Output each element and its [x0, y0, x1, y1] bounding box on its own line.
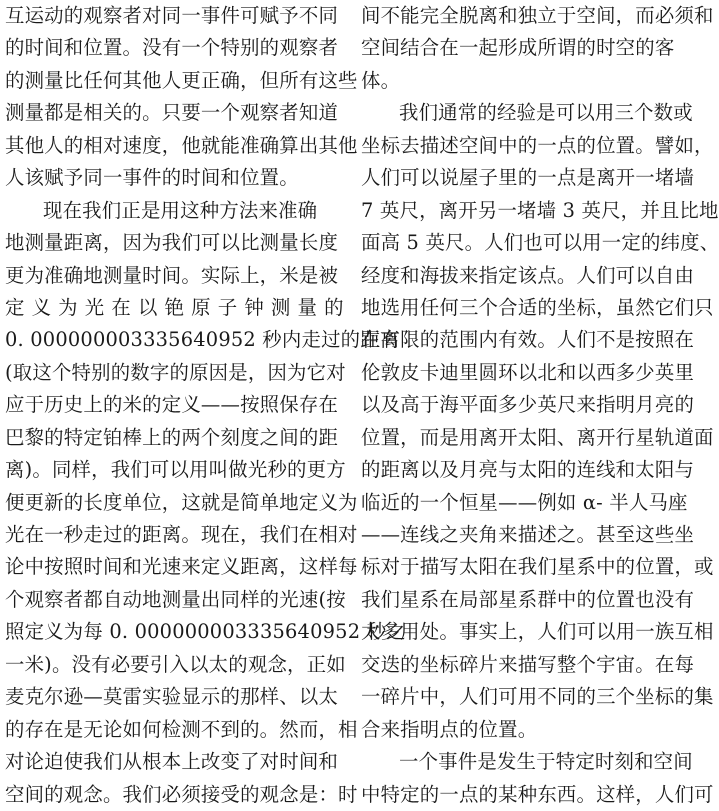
text-line: 对论迫使我们从根本上改变了对时间和	[5, 750, 339, 774]
paragraph-first-line: 一个事件是发生于特定时刻和空间	[399, 750, 693, 774]
text-line: 合来指明点的位置。	[361, 717, 538, 741]
text-line: 0. 000000003335640952 秒内走过的距离	[5, 328, 400, 352]
text-line: 论中按照时间和光速来定义距离，这样每	[5, 555, 358, 579]
right-text-column	[361, 0, 719, 811]
text-line: 更为准确地测量时间。实际上，米是被	[5, 263, 339, 287]
text-line: 临近的一个恒星——例如 α- 半人马座	[361, 490, 688, 514]
text-line: 互运动的观察者对同一事件可赋予不同	[5, 4, 339, 27]
text-line: 个观察者都自动地测量出同样的光速(按	[5, 587, 346, 611]
text-line: 的时间和位置。没有一个特别的观察者	[5, 36, 339, 60]
text-line: 7 英尺，离开另一堵墙 3 英尺，并且比地	[361, 198, 719, 222]
text-line: 伦敦皮卡迪里圆环以北和以西多少英里	[361, 360, 695, 384]
text-line: 便更新的长度单位，这就是简单地定义为	[5, 490, 358, 514]
text-line: 空间的观念。我们必须接受的观念是：时	[5, 782, 358, 806]
text-line: 经度和海拔来指定该点。人们可以自由	[361, 263, 695, 287]
text-line: 巴黎的特定铂棒上的两个刻度之间的距	[5, 425, 339, 449]
text-line: 面高 5 英尺。人们也可以用一定的纬度、	[361, 231, 719, 255]
text-line: 地测量距离，因为我们可以比测量长度	[5, 231, 339, 255]
text-line: 空间结合在一起形成所谓的时空的客	[361, 36, 675, 60]
text-line: 坐标去描述空间中的一点的位置。譬如，	[361, 133, 714, 157]
text-line: 测量都是相关的。只要一个观察者知道	[5, 101, 339, 125]
text-line: 人该赋予同一事件的时间和位置。	[5, 166, 299, 190]
left-text-column	[5, 0, 406, 811]
paragraph-first-line: 现在我们正是用这种方法来准确	[43, 198, 318, 222]
text-line: 一米)。没有必要引入以太的观念，正如	[5, 652, 346, 676]
text-line: 体。	[361, 68, 401, 92]
text-line: 标对于描写太阳在我们星系中的位置，或	[361, 555, 714, 579]
text-line: 的测量比任何其他人更正确，但所有这些	[5, 68, 358, 92]
text-line: 我们星系在局部星系群中的位置也没有	[361, 587, 695, 611]
text-line: 离)。同样，我们可以用叫做光秒的更方	[5, 458, 346, 482]
text-line: 以及高于海平面多少英尺来指明月亮的	[361, 393, 695, 417]
text-line: 交迭的坐标碎片来描写整个宇宙。在每	[361, 652, 695, 676]
text-line: 照定义为每 0. 000000003335640952 秒之	[5, 620, 406, 644]
text-line: 一碎片中，人们可用不同的三个坐标的集	[361, 685, 714, 709]
text-line: ——连线之夹角来描述之。甚至这些坐	[361, 523, 695, 546]
text-line: 地选用任何三个合适的坐标，虽然它们只	[361, 295, 714, 319]
text-line: 定义为光在以铯原子钟测量的	[5, 295, 351, 319]
text-line: 间不能完全脱离和独立于空间，而必须和	[361, 4, 714, 27]
text-line: 光在一秒走过的距离。现在，我们在相对	[5, 523, 358, 546]
text-line: 位置，而是用离开太阳、离开行星轨道面	[361, 425, 714, 449]
paragraph-first-line: 我们通常的经验是可以用三个数或	[399, 101, 693, 125]
text-line: 麦克尔逊—莫雷实验显示的那样、以太	[5, 685, 339, 709]
text-line: (取这个特别的数字的原因是，因为它对	[5, 360, 346, 384]
text-line: 中特定的一点的某种东西。这样，人们可	[361, 782, 714, 806]
text-line: 太多用处。事实上，人们可以用一族互相	[361, 620, 714, 644]
text-line: 人们可以说屋子里的一点是离开一堵墙	[361, 166, 695, 190]
text-line: 的存在是无论如何检测不到的。然而，相	[5, 717, 358, 741]
text-line: 应于历史上的米的定义——按照保存在	[5, 393, 339, 417]
text-line: 在有限的范围内有效。人们不是按照在	[361, 328, 695, 352]
text-line: 的距离以及月亮与太阳的连线和太阳与	[361, 458, 695, 482]
text-line: 其他人的相对速度，他就能准确算出其他	[5, 133, 358, 157]
